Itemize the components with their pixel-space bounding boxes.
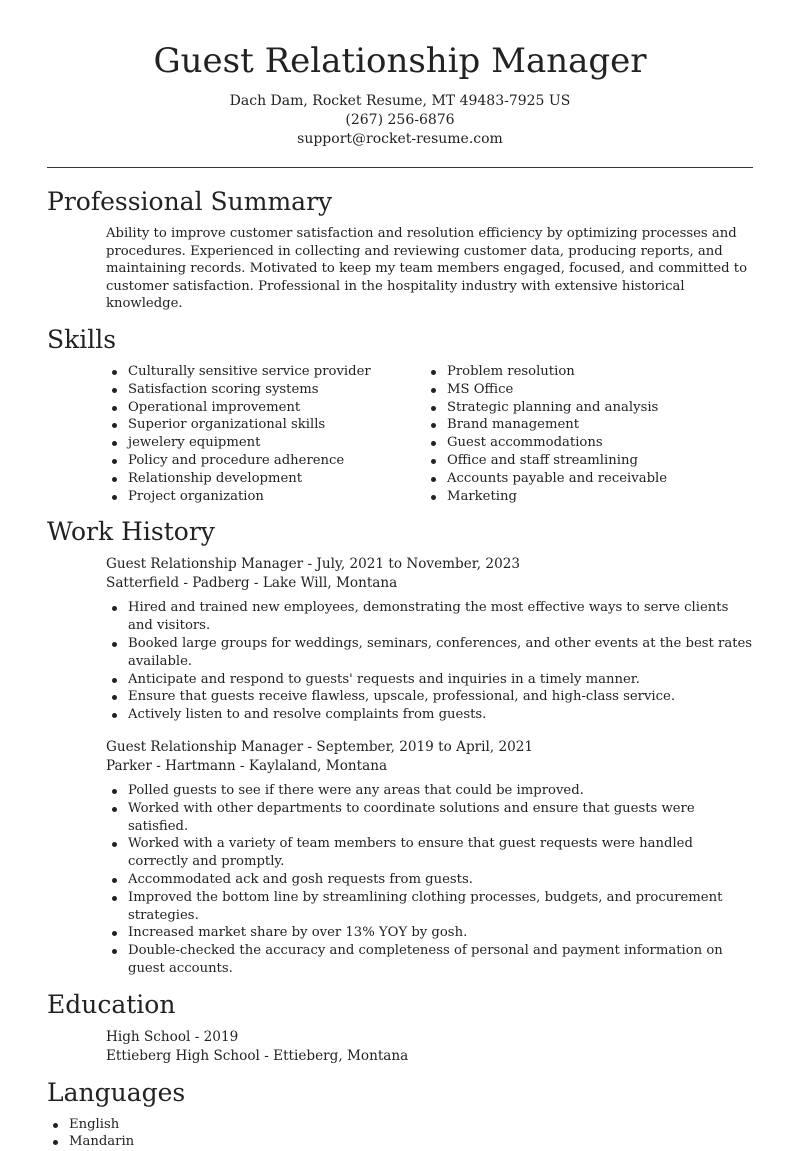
duty-item: Booked large groups for weddings, seminars, conferences, and other events at the best rates available. [106, 635, 753, 671]
education-title: Education [47, 989, 176, 1019]
education-degree-line: High School - 2019 [106, 1028, 239, 1045]
skills-title: Skills [47, 324, 117, 354]
summary-title: Professional Summary [47, 187, 333, 216]
job-entry [106, 738, 753, 978]
skill-item: Relationship development [106, 470, 425, 488]
duty-item: Improved the bottom line by streamlining clothing processes, budgets, and procurement strategies. [106, 889, 753, 925]
languages-list [47, 1116, 753, 1151]
job-company: Parker - Hartmann [106, 757, 236, 774]
job-company: Satterfield - Padberg [106, 575, 250, 592]
education-school-line: Ettieberg High School - Ettieberg, Montana [106, 1047, 409, 1064]
education-entry [106, 1028, 753, 1066]
candidate-name: Guest Relationship Manager [153, 41, 647, 81]
summary-text: Ability to improve customer satisfaction and resolution efficiency by optimizing processes and procedures. Experienced in collecting and reviewing customer data, producing reports, and maintaining records. Motivated to keep my team members engaged, focused, and committed to customer satisfaction. Professional in the hospitality industry with extensive historical knowledge. [106, 226, 748, 312]
skill-item: MS Office [425, 381, 744, 399]
duty-item: Hired and trained new employees, demonstrating the most effective ways to serve clients and visitors. [106, 599, 753, 635]
skills-column-left [106, 363, 425, 505]
skill-item: Office and staff streamlining [425, 452, 744, 470]
contact-address: Dach Dam, Rocket Resume, MT 49483-7925 US [229, 93, 571, 109]
job-entry [106, 555, 753, 724]
resume-header [0, 0, 800, 149]
duty-item: Accommodated ack and gosh requests from guests. [106, 871, 753, 889]
skill-item: Satisfaction scoring systems [106, 381, 425, 399]
duty-item: Worked with other departments to coordinate solutions and ensure that guests were satisfied. [106, 800, 753, 836]
education-school: Ettieberg High School [106, 1047, 260, 1064]
job-org-line: Parker - Hartmann - Kaylaland, Montana [106, 757, 388, 774]
summary-section [47, 185, 753, 313]
education-degree: High School [106, 1028, 191, 1045]
contact-block [0, 92, 800, 149]
languages-title: Languages [47, 1077, 186, 1107]
job-duties [106, 599, 753, 724]
skill-item: jewelery equipment [106, 434, 425, 452]
duty-item: Polled guests to see if there were any areas that could be improved. [106, 782, 753, 800]
work-history-title: Work History [47, 517, 215, 547]
skill-item: Policy and procedure adherence [106, 452, 425, 470]
job-title-line: Guest Relationship Manager - September, 2019 to April, 2021 [106, 738, 534, 755]
contact-email: support@rocket-resume.com [297, 131, 503, 147]
job-dates: September, 2019 to April, 2021 [316, 738, 534, 755]
skill-item: Operational improvement [106, 399, 425, 417]
language-item: English [47, 1116, 753, 1134]
resume-content [47, 185, 753, 1151]
skills-column-right [425, 363, 744, 505]
skill-item: Brand management [425, 416, 744, 434]
duty-item: Anticipate and respond to guests' requests and inquiries in a timely manner. [106, 671, 753, 689]
duty-item: Actively listen to and resolve complaints from guests. [106, 706, 753, 724]
skill-item: Project organization [106, 488, 425, 506]
skill-item: Guest accommodations [425, 434, 744, 452]
job-title: Guest Relationship Manager [106, 556, 304, 573]
skill-item: Strategic planning and analysis [425, 399, 744, 417]
skill-item: Superior organizational skills [106, 416, 425, 434]
duty-item: Worked with a variety of team members to ensure that guest requests were handled correctly and promptly. [106, 835, 753, 871]
languages-section [47, 1076, 753, 1151]
job-duties [106, 782, 753, 978]
language-item: Mandarin [47, 1133, 753, 1151]
education-location: Ettieberg, Montana [273, 1047, 409, 1064]
job-dates: July, 2021 to November, 2023 [316, 556, 521, 573]
skills-columns [106, 363, 753, 505]
skill-item: Accounts payable and receivable [425, 470, 744, 488]
skill-item: Culturally sensitive service provider [106, 363, 425, 381]
duty-item: Ensure that guests receive flawless, upscale, professional, and high-class service. [106, 688, 753, 706]
skill-item: Problem resolution [425, 363, 744, 381]
skills-section [47, 323, 753, 505]
job-location: Lake Will, Montana [262, 575, 398, 592]
contact-phone: (267) 256-6876 [345, 112, 455, 128]
job-org-line: Satterfield - Padberg - Lake Will, Montana [106, 575, 398, 592]
duty-item: Double-checked the accuracy and completeness of personal and payment information on guest accounts. [106, 942, 753, 978]
job-title-line: Guest Relationship Manager - July, 2021 to November, 2023 [106, 556, 521, 573]
education-year: 2019 [203, 1028, 239, 1045]
job-location: Kaylaland, Montana [248, 757, 388, 774]
header-divider [47, 167, 753, 168]
skill-item: Marketing [425, 488, 744, 506]
work-history-section [47, 515, 753, 977]
job-title: Guest Relationship Manager [106, 738, 304, 755]
duty-item: Increased market share by over 13% YOY by gosh. [106, 924, 753, 942]
education-section [47, 988, 753, 1066]
